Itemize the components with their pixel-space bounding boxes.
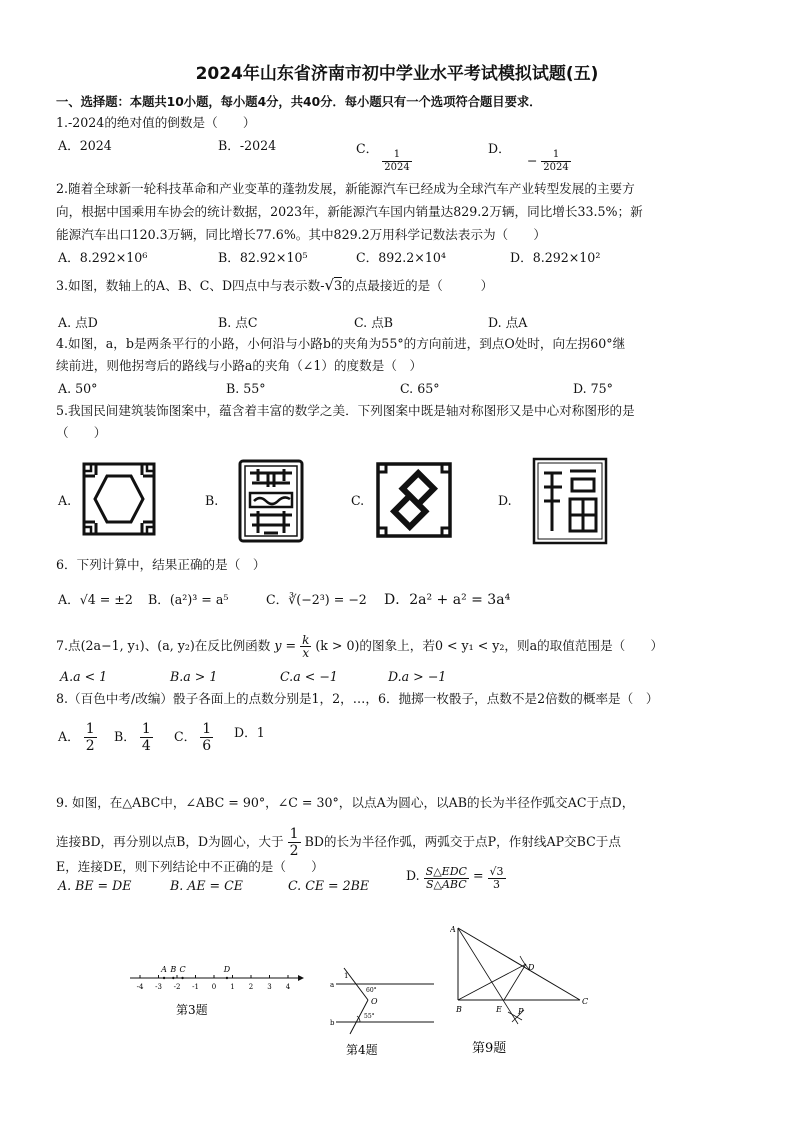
point-label-C: C bbox=[179, 965, 186, 974]
q1-d-sign: − bbox=[526, 153, 538, 168]
q8-option-a bbox=[58, 721, 97, 754]
q6-option-b: B．(a²)³ = a⁵ bbox=[148, 592, 229, 607]
section-heading: 一、选择题：本题共10小题，每小题4分，共40分．每小题只有一个选项符合题目要求． bbox=[56, 95, 542, 109]
q3-option-b: B. 点C bbox=[218, 315, 258, 330]
q7-fn-numerator: k bbox=[302, 633, 310, 647]
tick-label: -4 bbox=[136, 983, 144, 991]
point-label-D: D bbox=[223, 965, 231, 974]
q8-option-b bbox=[114, 721, 153, 754]
q1-option-c-fraction bbox=[382, 149, 411, 174]
q5-line-1: 5.我国民间建筑装饰图案中，蕴含着丰富的数学之美．下列图案中既是轴对称图形又是中心对称图形的是 bbox=[56, 403, 635, 418]
q7-option-a: A.a < 1 bbox=[60, 669, 108, 684]
q2-line-1: 2.随着全球新一轮科技革命和产业变革的蓬勃发展，新能源汽车已经成为全球汽车产业转型发展的主要方 bbox=[56, 181, 635, 196]
fig4-label-1: 1 bbox=[344, 972, 349, 980]
q4-line-2: 续前进，则他拐弯后的路线与小路a的夹角（∠1）的度数是（ ） bbox=[56, 358, 423, 373]
q3-stem-post: 的点最接近的是（ ） bbox=[342, 278, 494, 293]
q9-d-label: D. bbox=[406, 868, 420, 883]
fig9-label-A: A bbox=[450, 925, 456, 934]
q1-d-numerator: 1 bbox=[541, 149, 570, 162]
q3-option-d: D. 点A bbox=[488, 315, 528, 330]
q7-stem-pre: 7.点(2a−1, y₁)、(a, y₂)在反比例函数 bbox=[56, 638, 271, 653]
q1-option-a: A．2024 bbox=[58, 138, 112, 153]
q8-b-numerator: 1 bbox=[141, 721, 151, 737]
fig4-label-60: 60° bbox=[366, 987, 377, 994]
figure-3-number-line bbox=[128, 958, 304, 1022]
q7-option-b: B.a > 1 bbox=[170, 669, 218, 684]
fig9-label-C: C bbox=[582, 997, 589, 1006]
q6-option-a: A．√4 = ±2 bbox=[58, 592, 133, 607]
q9-half-denominator: 2 bbox=[289, 843, 299, 859]
fig9-label-D: D bbox=[528, 963, 535, 972]
pattern-c-knot-icon bbox=[376, 462, 452, 538]
point-label-A: A bbox=[161, 965, 167, 974]
q9-option-c: C. CE = 2BE bbox=[288, 878, 370, 893]
point-D bbox=[226, 977, 228, 979]
q1-option-d-label: D． bbox=[488, 141, 511, 156]
q6-stem: 6．下列计算中，结果正确的是（ ） bbox=[56, 557, 266, 572]
q8-stem: 8.（百色中考/改编）骰子各面上的点数分别是1，2，…，6．抛掷一枚骰子，点数不是2倍数的概率是（ ） bbox=[56, 691, 659, 706]
q9-d-numerator: S△EDC bbox=[425, 865, 467, 878]
q6-option-c: C．∛(−2³) = −2 bbox=[266, 592, 367, 607]
q5-option-c-label: C. bbox=[351, 493, 365, 508]
q2-option-d: D．8.292×10² bbox=[510, 250, 601, 265]
q7-option-c: C.a < −1 bbox=[280, 669, 338, 684]
tick-label: -3 bbox=[155, 983, 162, 991]
fig4-label-55: 55° bbox=[364, 1013, 375, 1020]
q7-stem bbox=[56, 634, 663, 659]
q8-b-label: B． bbox=[114, 729, 136, 744]
q4-line-1: 4.如图，a，b是两条平行的小路，小何沿与小路b的夹角为55°的方向前进，到点O处时，向左拐60°继 bbox=[56, 336, 626, 351]
q7-fn-denominator: x bbox=[302, 646, 310, 660]
q5-option-a-label: A. bbox=[58, 493, 72, 508]
q9-d-rhs-numerator: √3 bbox=[489, 865, 504, 878]
q4-option-b: B. 55° bbox=[226, 381, 266, 396]
point-B bbox=[172, 977, 174, 979]
q9-half-numerator: 1 bbox=[289, 826, 299, 842]
q3-option-c: C. 点B bbox=[354, 315, 394, 330]
q2-option-b: B．82.92×10⁵ bbox=[218, 250, 308, 265]
q1-option-d-fraction bbox=[541, 149, 570, 174]
q8-a-denominator: 2 bbox=[85, 738, 95, 754]
q3-stem bbox=[56, 276, 493, 295]
q9-line-2-pre: 连接BD，再分别以点B，D为圆心，大于 bbox=[56, 834, 284, 849]
q2-line-3: 能源汽车出口120.3万辆，同比增长77.6%。其中829.2万用科学记数法表示为（ ） bbox=[56, 227, 546, 242]
q9-line-1: 9. 如图，在△ABC中，∠ABC = 90°，∠C = 30°，以点A为圆心，以AB的长为半径作弧交AC于点D， bbox=[56, 795, 635, 810]
fig4-label-b: b bbox=[330, 1019, 335, 1027]
q3-radicand: 3 bbox=[334, 278, 343, 293]
q3-option-a: A. 点D bbox=[58, 315, 98, 330]
q4-option-c: C. 65° bbox=[400, 381, 440, 396]
page-title: 2024年山东省济南市初中学业水平考试模拟试题(五) bbox=[195, 64, 599, 84]
q5-option-d-label: D. bbox=[498, 493, 512, 508]
q8-option-c bbox=[174, 721, 213, 754]
q9-d-rhs-denominator: 3 bbox=[493, 878, 501, 891]
q9-option-a: A. BE = DE bbox=[58, 878, 132, 893]
point-A bbox=[163, 977, 165, 979]
tick-label: -1 bbox=[192, 983, 199, 991]
tick-label: 2 bbox=[248, 983, 254, 991]
fig9-label-P: P bbox=[518, 1007, 524, 1016]
q5-line-2: （ ） bbox=[56, 425, 107, 440]
q2-option-c: C．892.2×10⁴ bbox=[356, 250, 446, 265]
q9-option-d bbox=[406, 866, 506, 891]
q7-fn-fraction bbox=[300, 634, 311, 659]
pattern-d-fu-character-icon bbox=[532, 457, 608, 545]
fig9-label-B: B bbox=[456, 1005, 462, 1014]
q8-c-fraction bbox=[200, 721, 213, 754]
figure-9-triangle-construction bbox=[450, 924, 600, 1064]
fig4-label-o: O bbox=[371, 997, 378, 1006]
q1-option-d bbox=[488, 137, 569, 173]
q1-stem: 1.-2024的绝对值的倒数是（ ） bbox=[56, 115, 256, 130]
q7-fn-y: y = bbox=[274, 638, 297, 653]
number-line-ticks bbox=[137, 975, 291, 991]
q8-a-label: A． bbox=[58, 729, 80, 744]
fig4-label-a: a bbox=[330, 981, 335, 989]
q3-stem-pre: 3.如图，数轴上的A、B、C、D四点中与表示数- bbox=[56, 278, 325, 293]
q8-a-numerator: 1 bbox=[85, 721, 95, 737]
q7-option-d: D.a > −1 bbox=[388, 669, 447, 684]
q9-d-denominator: S△ABC bbox=[425, 878, 467, 891]
tick-label: 4 bbox=[285, 983, 291, 991]
pattern-a-hexagon-icon bbox=[82, 462, 156, 536]
q8-c-denominator: 6 bbox=[202, 738, 212, 754]
q1-option-c-label: C． bbox=[356, 141, 379, 156]
fig9-label-E: E bbox=[496, 1005, 502, 1014]
q8-b-denominator: 4 bbox=[141, 738, 151, 754]
q1-option-b: B．-2024 bbox=[218, 138, 277, 153]
q9-option-b: B. AE = CE bbox=[170, 878, 243, 893]
q8-c-label: C． bbox=[174, 729, 197, 744]
q9-line-2 bbox=[56, 826, 621, 859]
q1-option-c bbox=[356, 137, 412, 173]
tick-label: 0 bbox=[211, 983, 217, 991]
figure-3-caption: 第3题 bbox=[176, 1003, 208, 1017]
figure-9-caption: 第9题 bbox=[472, 1041, 507, 1056]
point-label-B: B bbox=[170, 965, 177, 974]
q8-option-d: D．1 bbox=[234, 725, 265, 740]
pattern-b-seal-icon bbox=[238, 459, 304, 543]
q8-a-fraction bbox=[84, 721, 97, 754]
q7-stem-mid: (k > 0)的图象上，若0 < y₁ < y₂，则a的取值范围是（ ） bbox=[315, 638, 664, 653]
q2-line-2: 向，根据中国乘用车协会的统计数据，2023年，新能源汽车国内销量达829.2万辆，同比增长33.5%；新 bbox=[56, 204, 643, 219]
q2-option-a: A．8.292×10⁶ bbox=[58, 250, 148, 265]
figure-4-caption: 第4题 bbox=[346, 1043, 378, 1057]
point-C bbox=[181, 977, 183, 979]
q6-option-d: D．2a² + a² = 3a⁴ bbox=[384, 592, 511, 608]
q9-line-3: E，连接DE，则下列结论中不正确的是（ ） bbox=[56, 859, 324, 874]
q9-line-2-post: BD的长为半径作弧，两弧交于点P，作射线AP交BC于点 bbox=[304, 834, 621, 849]
q4-option-a: A. 50° bbox=[58, 381, 98, 396]
q8-c-numerator: 1 bbox=[202, 721, 212, 737]
q5-option-b-label: B. bbox=[205, 493, 219, 508]
tick-label: -2 bbox=[173, 983, 181, 991]
q9-half-fraction bbox=[288, 826, 301, 859]
q9-d-equals: = bbox=[472, 868, 484, 883]
q4-option-d: D. 75° bbox=[573, 381, 613, 396]
tick-label: 1 bbox=[230, 983, 235, 991]
q9-d-fraction bbox=[424, 866, 469, 891]
tick-label: 3 bbox=[267, 983, 272, 991]
sqrt-icon: √ bbox=[324, 276, 335, 294]
q1-c-numerator: 1 bbox=[382, 149, 411, 162]
arrow-right-icon bbox=[298, 975, 304, 981]
q9-d-rhs-fraction bbox=[488, 866, 506, 891]
figure-4-parallel-lines bbox=[330, 960, 440, 1064]
q1-d-denominator: 2024 bbox=[543, 162, 569, 173]
q1-c-denominator: 2024 bbox=[384, 162, 410, 173]
q8-b-fraction bbox=[140, 721, 153, 754]
